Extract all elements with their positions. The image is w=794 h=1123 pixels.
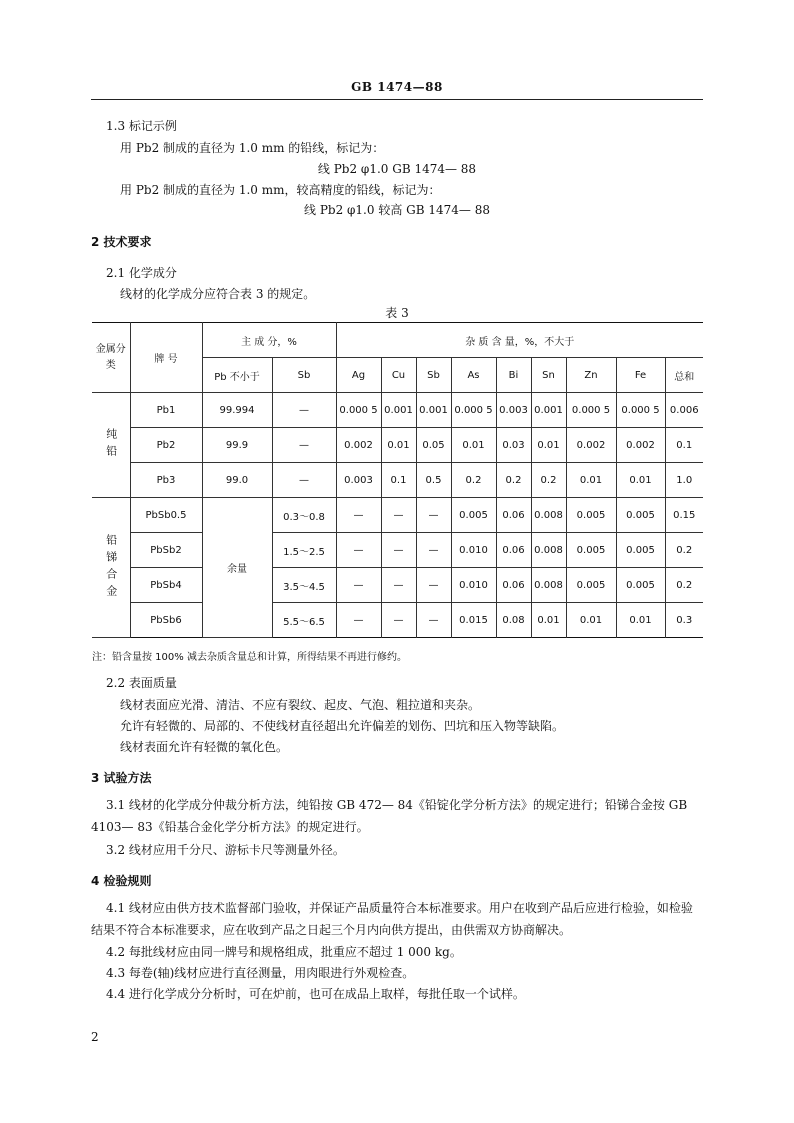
cell-imp: 0.01	[531, 428, 566, 463]
cell-imp: 0.000 5	[451, 393, 496, 428]
section-2-2-para3: 线材表面允许有轻微的氧化色。	[120, 740, 289, 754]
table-row	[92, 603, 703, 638]
cell-imp: 0.01	[381, 428, 416, 463]
cell-imp: 0.000 5	[336, 393, 381, 428]
cell-sb: —	[272, 428, 336, 463]
cell-imp: 0.01	[616, 603, 665, 638]
header-grade: 牌 号	[130, 323, 202, 393]
cell-sb: 3.5～4.5	[272, 568, 336, 603]
section-2-2-title: 2.2 表面质量	[106, 676, 177, 690]
cell-imp: 0.001	[531, 393, 566, 428]
cell-grade: PbSb6	[130, 603, 202, 638]
header-category: 金属分类	[92, 323, 130, 393]
cell-grade: PbSb0.5	[130, 498, 202, 533]
cell-imp: 0.001	[381, 393, 416, 428]
cell-imp: 0.01	[566, 603, 616, 638]
page-number: 2	[91, 1030, 99, 1044]
cell-imp: 0.01	[616, 463, 665, 498]
cell-imp: 0.06	[496, 568, 531, 603]
cell-imp: 0.010	[451, 568, 496, 603]
cell-sb: —	[272, 393, 336, 428]
cell-imp: 0.01	[451, 428, 496, 463]
table-row	[92, 463, 703, 498]
cell-imp: 0.2	[665, 568, 703, 603]
cell-sb: 0.3～0.8	[272, 498, 336, 533]
section-2-2-para1: 线材表面应光滑、清洁、不应有裂纹、起皮、气泡、粗拉道和夹杂。	[120, 698, 481, 712]
table-row	[92, 533, 703, 568]
table-caption: 表 3	[385, 306, 409, 320]
cell-imp: 0.008	[531, 533, 566, 568]
header-imp-bi: Bi	[496, 358, 531, 393]
section-1-3-line2: 用 Pb2 制成的直径为 1.0 mm，较高精度的铅线，标记为：	[120, 183, 441, 197]
cell-imp: 0.03	[496, 428, 531, 463]
cell-imp: 0.005	[451, 498, 496, 533]
table-row	[92, 428, 703, 463]
cell-imp: 0.15	[665, 498, 703, 533]
header-imp-fe: Fe	[616, 358, 665, 393]
cell-imp: —	[416, 533, 451, 568]
cell-imp: 0.06	[496, 498, 531, 533]
cell-pb: 99.0	[202, 463, 272, 498]
cell-imp: 0.06	[496, 533, 531, 568]
cell-imp: 0.3	[665, 603, 703, 638]
cell-imp: —	[381, 533, 416, 568]
cell-imp: —	[416, 568, 451, 603]
header-imp-cu: Cu	[381, 358, 416, 393]
cell-imp: 0.002	[336, 428, 381, 463]
section-4-title: 4 检验规则	[91, 874, 152, 888]
section-4-3-para: 4.3 每卷(轴)线材应进行直径测量，用肉眼进行外观检查。	[106, 966, 415, 980]
header-imp-zn: Zn	[566, 358, 616, 393]
header-sb-main: Sb	[272, 358, 336, 393]
cell-imp: 0.01	[531, 603, 566, 638]
cell-imp: 0.002	[616, 428, 665, 463]
cell-imp: —	[416, 603, 451, 638]
table-row	[92, 498, 703, 533]
header-imp-sb: Sb	[416, 358, 451, 393]
section-1-3-line1: 用 Pb2 制成的直径为 1.0 mm 的铅线，标记为：	[120, 141, 385, 155]
cell-pb-balance: 余量	[202, 498, 272, 638]
header-imp-as: As	[451, 358, 496, 393]
section-3-1-para: 3.1 线材的化学成分仲裁分析方法，纯铅按 GB 472— 84《铅锭化学分析方法》的规定进行；铅锑合金按 GB 4103— 83《铅基合金化学分析方法》的规定进行。	[91, 798, 688, 834]
section-1-3-mark1: 线 Pb2 φ1.0 GB 1474— 88	[317, 162, 477, 176]
cell-sb: 1.5～2.5	[272, 533, 336, 568]
cell-imp: 0.1	[381, 463, 416, 498]
page-header: GB 1474—88	[351, 80, 443, 94]
cell-imp: 0.008	[531, 568, 566, 603]
cell-imp: 1.0	[665, 463, 703, 498]
cell-imp: 0.005	[566, 533, 616, 568]
section-1-3-title: 1.3 标记示例	[106, 119, 177, 133]
table-note: 注：铅含量按 100% 减去杂质含量总和计算，所得结果不再进行修约。	[92, 652, 407, 663]
cell-imp: 0.005	[566, 498, 616, 533]
header-imp-total: 总和	[665, 358, 703, 393]
cell-imp: —	[336, 568, 381, 603]
cell-imp: —	[336, 603, 381, 638]
cell-grade: Pb3	[130, 463, 202, 498]
header-main-composition: 主 成 分，%	[202, 323, 336, 358]
section-4-1-para: 4.1 线材应由供方技术监督部门验收，并保证产品质量符合本标准要求。用户在收到产品后应进行检验，如检验结果不符合本标准要求，应在收到产品之日起三个月内向供方提出，由供需双方协商解决。	[91, 901, 693, 937]
cell-imp: 0.015	[451, 603, 496, 638]
header-pb: Pb 不小于	[202, 358, 272, 393]
header-rule	[91, 99, 703, 100]
cell-sb: 5.5～6.5	[272, 603, 336, 638]
table-row	[92, 568, 703, 603]
cell-imp: 0.01	[566, 463, 616, 498]
section-2-1-title: 2.1 化学成分	[106, 266, 177, 280]
category-lead-antimony-alloy: 铅锑合金	[92, 498, 130, 638]
cell-imp: —	[381, 568, 416, 603]
cell-imp: 0.2	[451, 463, 496, 498]
cell-imp: 0.000 5	[616, 393, 665, 428]
cell-imp: —	[336, 498, 381, 533]
cell-imp: 0.010	[451, 533, 496, 568]
cell-imp: 0.006	[665, 393, 703, 428]
cell-imp: 0.008	[531, 498, 566, 533]
cell-imp: 0.003	[496, 393, 531, 428]
cell-imp: 0.002	[566, 428, 616, 463]
cell-imp: —	[381, 498, 416, 533]
cell-imp: 0.001	[416, 393, 451, 428]
cell-imp: 0.005	[566, 568, 616, 603]
cell-imp: 0.08	[496, 603, 531, 638]
cell-imp: 0.2	[665, 533, 703, 568]
cell-imp: 0.2	[531, 463, 566, 498]
chemical-composition-table	[92, 322, 703, 638]
header-imp-ag: Ag	[336, 358, 381, 393]
cell-imp: 0.005	[616, 568, 665, 603]
cell-imp: 0.5	[416, 463, 451, 498]
cell-imp: 0.003	[336, 463, 381, 498]
cell-imp: —	[336, 533, 381, 568]
cell-grade: PbSb4	[130, 568, 202, 603]
section-2-2-para2: 允许有轻微的、局部的、不使线材直径超出允许偏差的划伤、凹坑和压入物等缺陷。	[120, 719, 565, 733]
cell-imp: 0.000 5	[566, 393, 616, 428]
header-impurity: 杂 质 含 量，%，不大于	[336, 323, 703, 358]
table-row	[92, 393, 703, 428]
cell-imp: —	[381, 603, 416, 638]
cell-imp: —	[416, 498, 451, 533]
cell-grade: Pb1	[130, 393, 202, 428]
section-4-2-para: 4.2 每批线材应由同一牌号和规格组成，批重应不超过 1 000 kg。	[106, 945, 462, 959]
header-imp-sn: Sn	[531, 358, 566, 393]
cell-imp: 0.1	[665, 428, 703, 463]
section-3-2-para: 3.2 线材应用千分尺、游标卡尺等测量外径。	[106, 843, 345, 857]
cell-imp: 0.005	[616, 533, 665, 568]
cell-pb: 99.994	[202, 393, 272, 428]
cell-grade: PbSb2	[130, 533, 202, 568]
cell-sb: —	[272, 463, 336, 498]
section-4-4-para: 4.4 进行化学成分分析时，可在炉前，也可在成品上取样，每批任取一个试样。	[106, 987, 525, 1001]
section-2-1-text: 线材的化学成分应符合表 3 的规定。	[120, 287, 316, 301]
section-3-title: 3 试验方法	[91, 771, 152, 785]
section-1-3-mark2: 线 Pb2 φ1.0 较高 GB 1474— 88	[304, 203, 490, 217]
cell-imp: 0.05	[416, 428, 451, 463]
cell-grade: Pb2	[130, 428, 202, 463]
cell-pb: 99.9	[202, 428, 272, 463]
category-pure-lead: 纯铅	[92, 393, 130, 498]
cell-imp: 0.005	[616, 498, 665, 533]
cell-imp: 0.2	[496, 463, 531, 498]
section-2-title: 2 技术要求	[91, 235, 152, 249]
